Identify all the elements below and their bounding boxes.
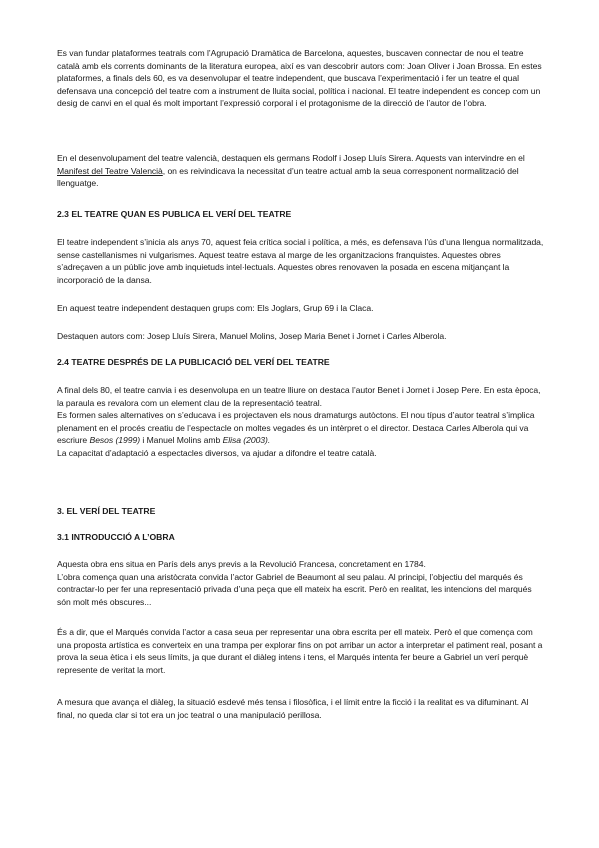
paragraph-teatre-valencia (57, 152, 547, 190)
paragraph-line: L’obra comença quan una aristòcrata convida l’actor Gabriel de Beaumont al seu palau. Al principi, l’objectiu del marqués és contractar-lo per fer una representació privada d’una peça que ell mateix ha escrit. Però en realitat, les intencions del marqués són molt més obscures... (57, 571, 532, 607)
paragraph-text: En aquest teatre independent destaquen grups com: Els Joglars, Grup 69 i la Claca. (57, 303, 374, 313)
section-heading-2-3: 2.3 EL TEATRE QUAN ES PUBLICA EL VERÍ DEL TEATRE (57, 209, 292, 219)
work-title-elisa: Elisa (2003). (222, 435, 271, 446)
text-run: i Manuel Molins amb (140, 435, 223, 446)
paragraph-text (57, 152, 547, 190)
text-run: , on es reivindicava la necessitat d’un teatre actual amb la seua corresponent normalització del llenguatge. (57, 165, 519, 189)
paragraph-text: Destaquen autors com: Josep Lluís Sirera, Manuel Molins, Josep Maria Benet i Jornet i Carles Alberola. (57, 331, 447, 341)
work-title-besos: Besos (1999) (89, 435, 141, 446)
section-heading-3: 3. EL VERÍ DEL TEATRE (57, 506, 156, 516)
paragraph-autors (57, 330, 547, 343)
text-run: Es formen sales alternatives on s’educava i es projectaven els nous dramaturgs autòctons. El nou típus d’autor teatral s’implica plenament en el procés creatiu de l’espectacle on moltes vegades és un intèrpret o el director. Destaca Carles Alberola qui va escriure (57, 410, 535, 446)
paragraph-text: Es van fundar plataformes teatrals com l’Agrupació Dramàtica de Barcelona, aquestes, buscaven connectar de nou el teatre català amb els corrents dominants de la literatura europea, així es van descobrir autors com: Joan Oliver i Joan Brossa. En estes plataformes, a finals dels 60, es va desenvolupar el teatre independent, que buscava l’experimentació i fer un teatre el qual defensava una concepció del teatre com a instrument de lluita social, política i nacional. El teatre independent es concep com un desig de canvi en el qual és molt important l’expressió corporal i el protagonisme de la direcció de l’autor de l’obra. (57, 48, 542, 109)
paragraph-line: La capacitat d’adaptació a espectacles diversos, va ajudar a difondre el teatre català. (57, 447, 377, 458)
paragraph-line: A final dels 80, el teatre canvia i es desenvolupa en un teatre lliure on destaca l’autor Benet i Jornet i Josep Pere. En esta època, la paraula es revalora com un element clau de la representació teatral. (57, 385, 541, 408)
paragraph-marques (57, 626, 547, 676)
paragraph-anys-70 (57, 236, 547, 286)
paragraph-introduccio (57, 558, 547, 608)
section-heading-2-4: 2.4 TEATRE DESPRÉS DE LA PUBLICACIÓ DEL VERÍ DEL TEATRE (57, 357, 330, 367)
text-run: En el desenvolupament del teatre valencià, destaquen els germans Rodolf i Josep Lluís Sirera. Aquests van intervindre en el (57, 153, 525, 163)
paragraph-final-80 (57, 384, 547, 460)
paragraph-text: És a dir, que el Marqués convida l’actor a casa seua per representar una obra escrita per ell mateix. Però el que comença com una proposta artística es converteix en una trampa per explorar fins on pot arribar un actor a interpretar el patiment real, posant a prova la seua ètica i els seus límits, ja que durant el diàleg intens i tens, el Marqués intenta fer beure a Gabriel un verí perquè represente de veritat la mort. (57, 627, 543, 675)
paragraph-line (57, 409, 547, 447)
section-heading-3-1: 3.1 INTRODUCCIÓ A L’OBRA (57, 532, 175, 542)
paragraph-grups (57, 302, 547, 315)
paragraph-dialeg (57, 696, 547, 721)
paragraph-teatre-independent (57, 47, 547, 110)
paragraph-line: Aquesta obra ens situa en París dels anys previs a la Revolució Francesa, concretament en 1784. (57, 559, 426, 569)
paragraph-text: A mesura que avança el diàleg, la situació esdevé més tensa i filosòfica, i el límit entre la ficció i la realitat es va difuminant. Al final, no queda clar si tot era un joc teatral o una manipulació perillosa. (57, 697, 529, 720)
paragraph-text: El teatre independent s’inicia als anys 70, aquest feia crítica social i política, a més, es defensava l’ús d’una llengua normalitzada, sense castellanismes ni vulgarismes. Aquest teatre estava al marge de les organitzacions franquistes. Aquestes obres s’adreçaven a un públic jove amb inquietuds intel·lectuals. Aquestes obres renovaven la posada en escena mitjançant la incorporació de la dansa. (57, 237, 544, 285)
manifest-link[interactable]: Manifest del Teatre Valencià (57, 165, 163, 176)
